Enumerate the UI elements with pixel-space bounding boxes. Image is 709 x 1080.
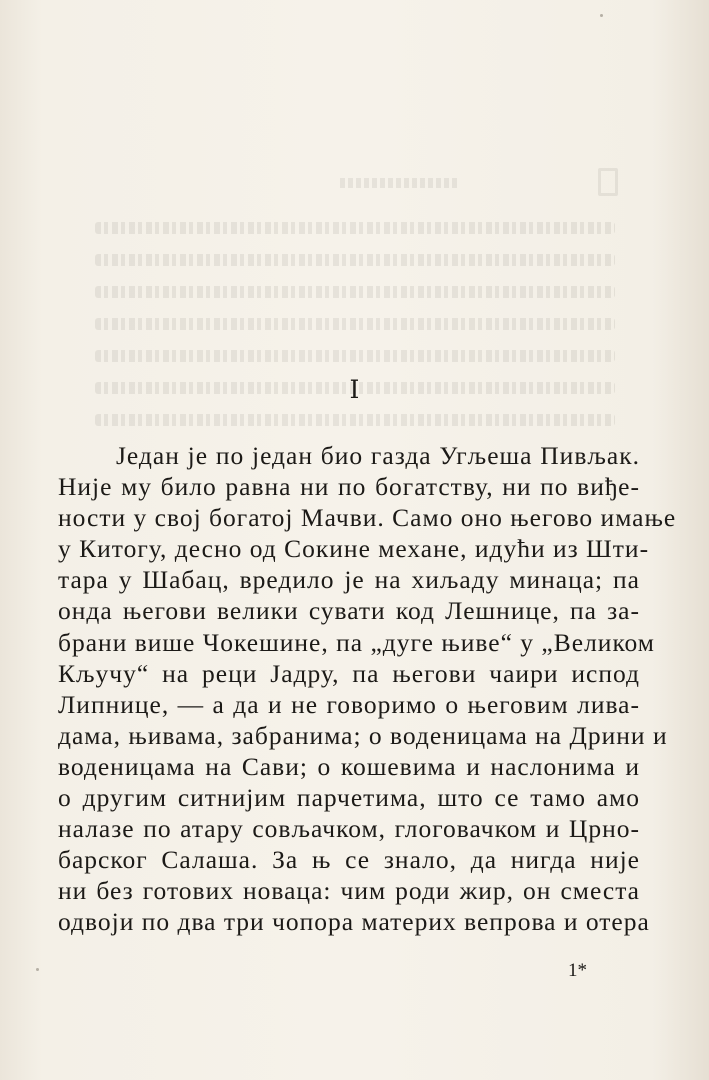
text-line: онда његови велики сувати код Лешнице, па за- — [58, 596, 640, 626]
bleed-running-header-mark — [340, 178, 460, 188]
text-line: ности у свој богатој Мачви. Само оно његово имање — [58, 503, 677, 533]
text-line: барског Салаша. За њ се знало, да нигда није — [58, 845, 640, 875]
text-line: у Китогу, десно од Сокине механе, идући из Шти- — [58, 534, 650, 564]
text-line: одвоји по два три чопора материх вепрова и отера — [58, 907, 650, 937]
body-paragraph — [58, 440, 677, 938]
text-line: ни без готових новаца: чим роди жир, он сместа — [58, 876, 640, 906]
printer-signature-mark: 1* — [568, 960, 587, 981]
text-line: Није му било равна ни по богатству, ни по виђе- — [58, 472, 640, 502]
bleed-line-mark — [95, 350, 615, 362]
text-line: Један је по један био газда Угљеша Пивљак. — [116, 441, 640, 470]
paper-speck — [36, 968, 39, 971]
text-line: Кључу“ на реци Јадру, па његови чаири испод — [58, 658, 640, 688]
chapter-heading: I — [349, 375, 360, 404]
text-line: дама, њивама, забранима; о воденицама на Дрини и — [58, 720, 668, 750]
text-line: налазе по атару совљачком, глоговачком и Црно- — [58, 814, 640, 844]
bleed-page-number-mark — [598, 168, 618, 196]
bleed-line-mark — [95, 318, 615, 330]
text-line: о другим ситнијим парчетима, што се тамо амо — [58, 783, 640, 813]
text-line: воденицама на Сави; о кошевима и наслонима и — [58, 751, 640, 781]
paper-speck — [600, 14, 603, 17]
bleed-line-mark — [95, 286, 615, 298]
bleed-line-mark — [95, 222, 615, 234]
text-line: брани више Чокешине, па „дуге њиве“ у „Великом — [58, 627, 655, 657]
text-line: тара у Шабац, вредило је на хиљаду минаца; па — [58, 565, 640, 595]
bleed-line-mark — [95, 254, 615, 266]
bleed-line-mark — [95, 414, 615, 426]
text-line: Липнице, — а да и не говоримо о његовим лива- — [58, 689, 640, 719]
